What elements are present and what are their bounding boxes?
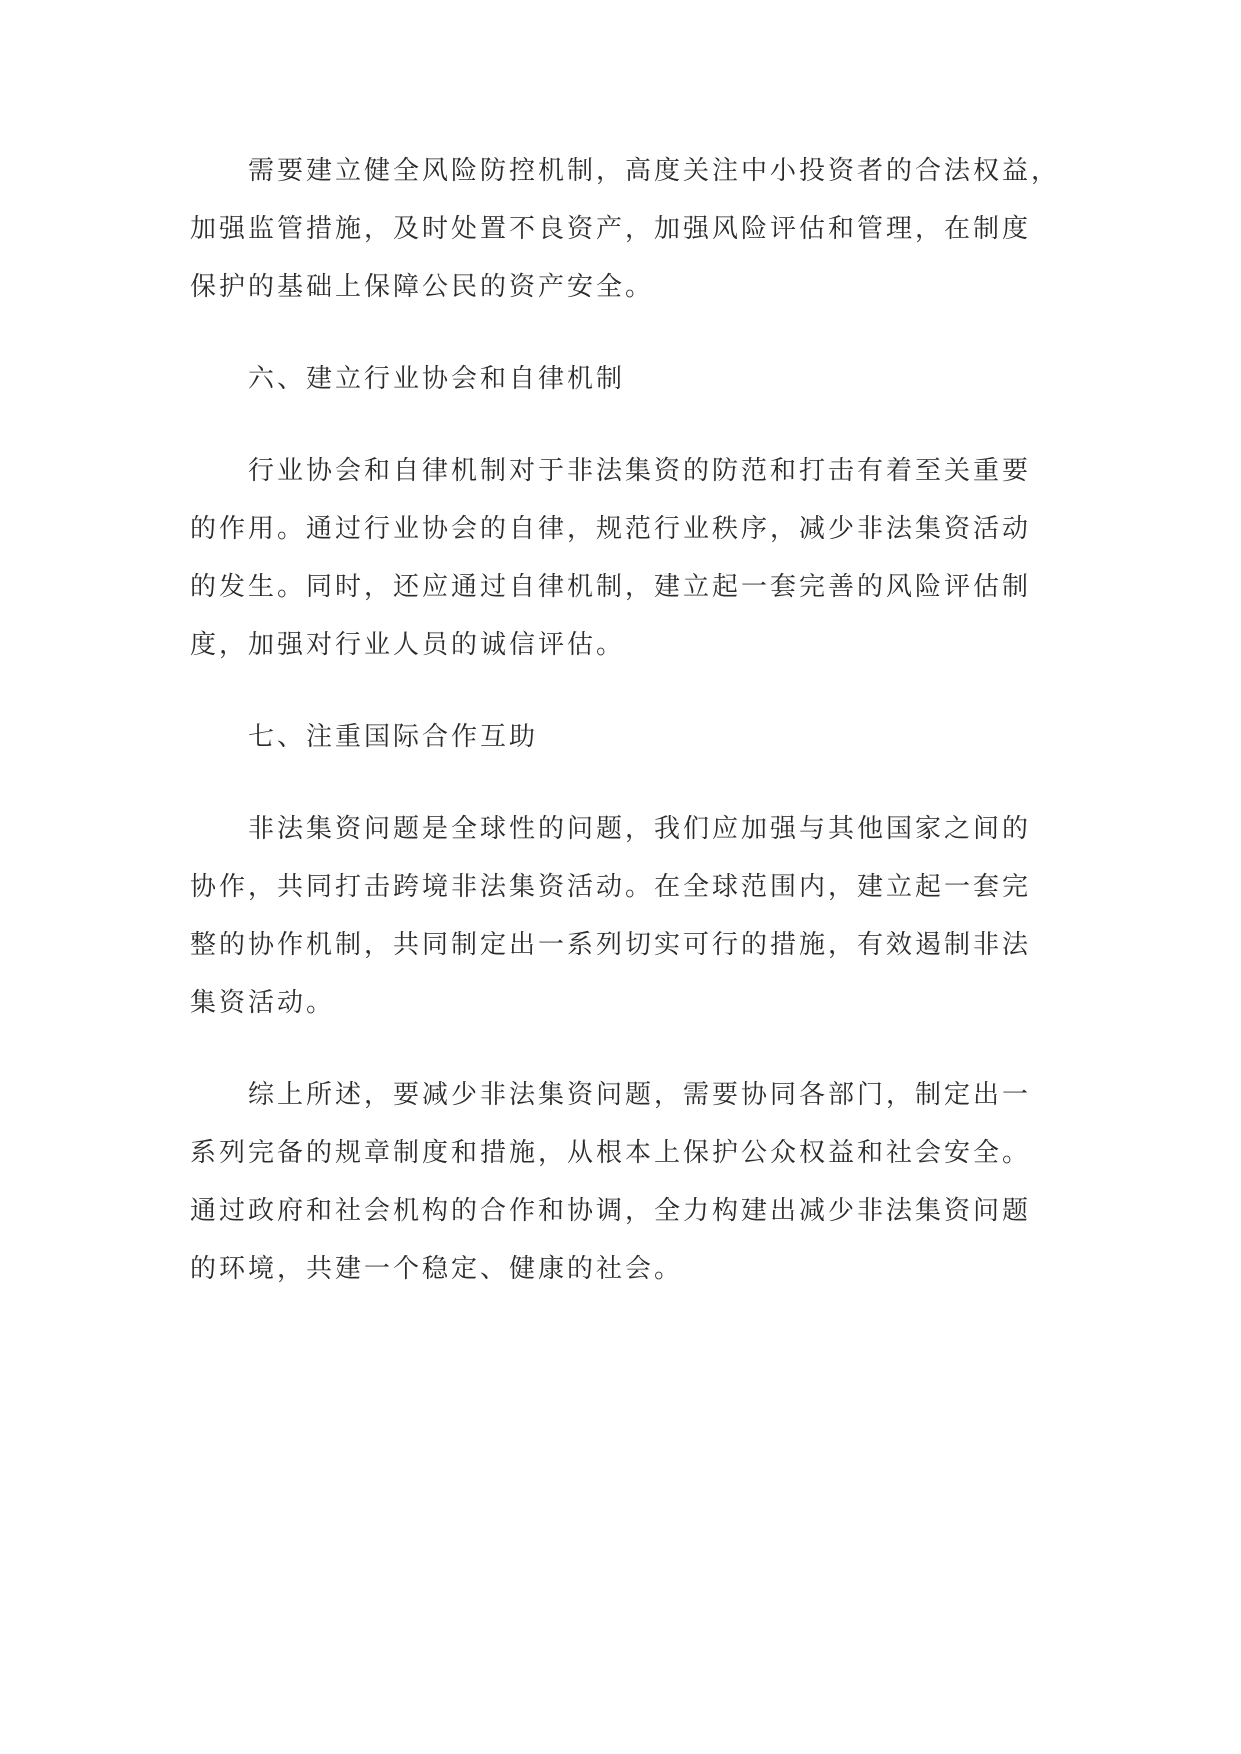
text-line: 保护的基础上保障公民的资产安全。 xyxy=(190,272,655,302)
section-heading-seven xyxy=(190,708,1065,766)
text-line: 的环境，共建一个稳定、健康的社会。 xyxy=(190,1254,684,1284)
heading-text: 六、建立行业协会和自律机制 xyxy=(248,364,626,394)
paragraph-risk-control xyxy=(190,142,1065,316)
text-line: 系列完备的规章制度和措施，从根本上保护公众权益和社会安全。 xyxy=(190,1138,1032,1168)
paragraph-industry-association xyxy=(190,442,1065,674)
section-heading-six xyxy=(190,350,1065,408)
paragraph-conclusion xyxy=(190,1066,1065,1298)
document-body xyxy=(190,142,1065,1332)
text-line: 的作用。通过行业协会的自律，规范行业秩序，减少非法集资活动 xyxy=(190,514,1032,544)
paragraph-international-cooperation xyxy=(190,800,1065,1032)
text-line: 整的协作机制，共同制定出一系列切实可行的措施，有效遏制非法 xyxy=(190,930,1032,960)
text-line: 加强监管措施，及时处置不良资产，加强风险评估和管理，在制度 xyxy=(190,214,1032,244)
text-line: 度，加强对行业人员的诚信评估。 xyxy=(190,630,626,660)
heading-text: 七、注重国际合作互助 xyxy=(248,722,539,752)
text-line: 协作，共同打击跨境非法集资活动。在全球范围内，建立起一套完 xyxy=(190,872,1032,902)
text-line: 需要建立健全风险防控机制，高度关注中小投资者的合法权益， xyxy=(248,156,1061,186)
text-line: 通过政府和社会机构的合作和协调，全力构建出减少非法集资问题 xyxy=(190,1196,1032,1226)
text-line: 的发生。同时，还应通过自律机制，建立起一套完善的风险评估制 xyxy=(190,572,1032,602)
text-line: 综上所述，要减少非法集资问题，需要协同各部门，制定出一 xyxy=(248,1080,1032,1110)
text-line: 非法集资问题是全球性的问题，我们应加强与其他国家之间的 xyxy=(248,814,1032,844)
text-line: 行业协会和自律机制对于非法集资的防范和打击有着至关重要 xyxy=(248,456,1032,486)
text-line: 集资活动。 xyxy=(190,988,336,1018)
